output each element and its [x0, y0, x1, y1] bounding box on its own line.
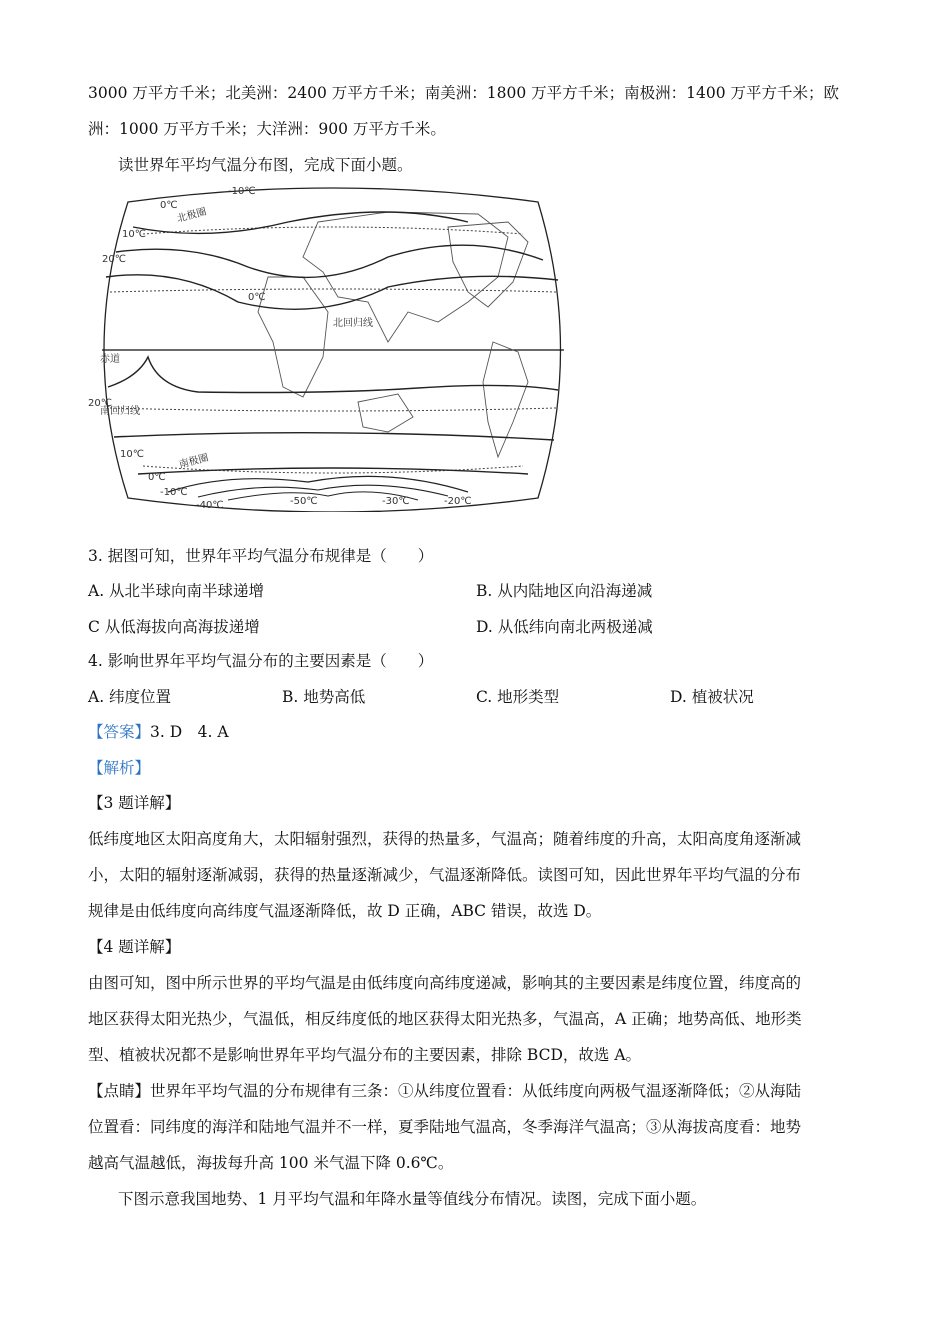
q3-option-c: C 从低海拔向高海拔递增 [88, 618, 260, 636]
detail-4-p3: 型、植被状况都不是影响世界年平均气温分布的主要因素，排除 BCD，故选 A。 [88, 1046, 642, 1064]
tip-p1: 【点睛】世界年平均气温的分布规律有三条：①从纬度位置看：从低纬度向两极气温逐渐降低；②从海陆 [88, 1082, 802, 1100]
answer-text: 3. D 4. A [150, 723, 229, 741]
isotherm-10-south [114, 433, 554, 440]
tip-p3: 越高气温越低，海拔每升高 100 米气温下降 0.6℃。 [88, 1154, 454, 1172]
q4-option-d: D. 植被状况 [670, 688, 754, 706]
south-america-shape [483, 342, 528, 457]
label-m10-south: -10℃ [160, 487, 188, 498]
label-m30: -30℃ [382, 496, 410, 507]
analysis-tag: 【解析】 [88, 759, 151, 777]
isotherm-20-north [106, 275, 558, 309]
label-20-north: 20℃ [102, 254, 126, 265]
label-m50: -50℃ [290, 496, 318, 507]
intro-line-2: 洲：1000 万平方千米；大洋洲：900 万平方千米。 [88, 120, 446, 138]
label-20-south: 20℃ [88, 398, 112, 409]
label-arctic-circle: 北极圈 [175, 206, 208, 225]
label-0-inner: 0℃ [248, 292, 266, 303]
label-antarctic-circle: 南极圈 [177, 452, 210, 471]
q3-stem: 3. 据图可知，世界年平均气温分布规律是（ ） [88, 547, 434, 565]
africa-shape [258, 277, 328, 397]
detail-3-p3: 规律是由低纬度向高纬度气温逐渐降低，故 D 正确，ABC 错误，故选 D。 [88, 902, 602, 920]
label-10-south: 10℃ [120, 449, 144, 460]
q4-option-b: B. 地势高低 [282, 688, 366, 706]
q3-option-d: D. 从低纬向南北两极递减 [476, 618, 653, 636]
answer-tag: 【答案】 [88, 723, 151, 741]
label-m20: -20℃ [444, 496, 472, 507]
world-temperature-map [88, 182, 578, 512]
q4-option-c: C. 地形类型 [476, 688, 560, 706]
detail-3-title: 【3 题详解】 [88, 794, 181, 812]
q3-option-b: B. 从内陆地区向沿海递减 [476, 582, 653, 600]
tropic-capricorn-line [110, 408, 556, 411]
tip-p2: 位置看：同纬度的海洋和陆地气温并不一样，夏季陆地气温高，冬季海洋气温高；③从海拔高度看：地势 [88, 1118, 802, 1136]
australia-shape [358, 394, 413, 432]
label-equator: 赤道 [100, 354, 120, 365]
answer-line [88, 721, 229, 743]
antarctic-circle-line [143, 466, 523, 473]
detail-3-p2: 小，太阳的辐射逐渐减弱，获得的热量逐渐减少，气温逐渐降低。读图可知，因此世界年平均气温的分布 [88, 866, 802, 884]
detail-4-p2: 地区获得太阳光热少，气温低，相反纬度低的地区获得太阳光热多，气温高，A 正确；地势高低、地形类 [88, 1010, 802, 1028]
label-10-north: 10℃ [122, 229, 146, 240]
q4-option-a: A. 纬度位置 [88, 688, 172, 706]
q3-option-a: A. 从北半球向南半球递增 [88, 582, 265, 600]
label-0-south: 0℃ [148, 472, 166, 483]
label-m10-top: -10℃ [228, 186, 256, 197]
label-tropic-capricorn: 南回归线 [100, 406, 140, 417]
isotherm-10-north [116, 245, 543, 277]
detail-3-p1: 低纬度地区太阳高度角大，太阳辐射强烈，获得的热量多，气温高；随着纬度的升高，太阳高度角逐渐减 [88, 830, 802, 848]
label-0-top: 0℃ [160, 200, 178, 211]
label-m40: -40℃ [196, 500, 224, 511]
map-prompt: 读世界年平均气温分布图，完成下面小题。 [118, 156, 413, 174]
label-tropic-cancer: 北回归线 [333, 318, 373, 329]
intro-line-1: 3000 万平方千米；北美洲：2400 万平方千米；南美洲：1800 万平方千米；南极洲：1400 万平方千米；欧 [88, 84, 839, 102]
north-america-shape [448, 222, 528, 307]
detail-4-title: 【4 题详解】 [88, 938, 181, 956]
isotherm-20-south [108, 357, 558, 393]
next-question-prompt: 下图示意我国地势、1 月平均气温和年降水量等值线分布情况。读图，完成下面小题。 [118, 1190, 707, 1208]
q4-stem: 4. 影响世界年平均气温分布的主要因素是（ ） [88, 652, 434, 670]
detail-4-p1: 由图可知，图中所示世界的平均气温是由低纬度向高纬度递减，影响其的主要因素是纬度位置，纬度高的 [88, 974, 802, 992]
